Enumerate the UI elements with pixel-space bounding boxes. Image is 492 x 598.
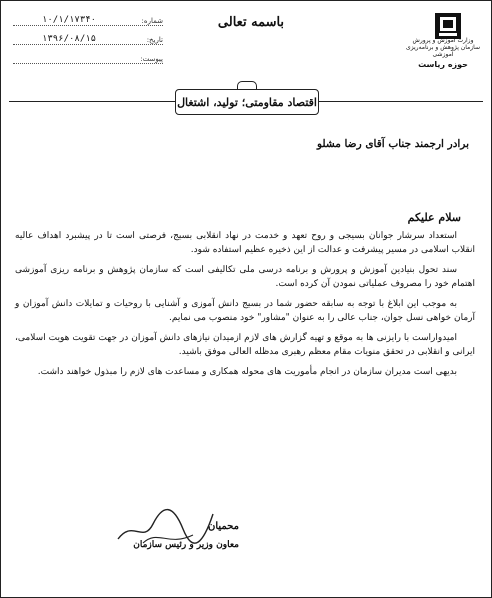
greeting: سلام علیکم: [407, 211, 461, 224]
meta-label: پیوست:: [140, 55, 163, 63]
year-slogan: اقتصاد مقاومتی؛ تولید، اشتغال: [175, 89, 319, 115]
meta-label: تاریخ:: [146, 36, 163, 44]
meta-label: شماره:: [141, 17, 163, 25]
paragraph: سند تحول بنیادین آموزش و پرورش و برنامه درسی ملی تکالیفی است که سازمان پژوهش و برنامه ریزی آموزشی اهتمام خود را مصروف عملیاتی نمودن آن کرده است.: [15, 265, 475, 289]
signatory-title: معاون وزیر و رئیس سازمان: [133, 540, 239, 550]
meta-date-row: [13, 30, 163, 45]
office-name: حوزه ریاست: [418, 60, 468, 69]
meta-number-row: [13, 11, 163, 26]
signature-block: [129, 521, 239, 550]
recipient-line: برادر ارجمند جناب آقای رضا مشلو: [316, 138, 469, 150]
paragraph: به موجب این ابلاغ با توجه به سابقه حضور شما در بسیج دانش آموزی و آشنایی با روحیات و تمایلات دانش آموزان و آرمان خواهی نسل جوان، جناب عالی را به عنوان "مشاور" خود منصوب می نمایم.: [15, 299, 475, 323]
paragraph: استعداد سرشار جوانان بسیجی و روح تعهد و خدمت در نهاد انقلابی بسیج، فرصتی است تا در پیشبرد اهداف عالیه انقلاب اسلامی در مسیر پیشرفت و عدالت از این ذخیره عظیم استفاده شود.: [15, 231, 475, 255]
paragraph: بدیهی است مدیران سازمان در انجام مأموریت های محوله همکاری و مساعدت های لازم را مبذول خواهند داشت.: [37, 367, 457, 377]
meta-attachment-row: [13, 49, 163, 64]
letter-body: [15, 137, 475, 385]
signatory-name: محمیان: [207, 521, 239, 532]
letter-date: ۱۳۹۶/۰۸/۱۵: [41, 34, 97, 44]
letter-meta: [13, 11, 163, 68]
organization-name: وزارت آموزش و پرورش سازمان پژوهش و برنامه‌ریزی آموزشی: [406, 37, 480, 58]
organization-block: [403, 37, 483, 68]
paragraph: امیدواراست با رایزنی ها به موقع و تهیه گزارش های لازم ازمیدان نیازهای دانش آموزان در جهت تقویت هویت اسلامی، ایرانی و انقلابی در تحقق منویات مقام معظم رهبری مدظله العالی موفق باشید.: [15, 333, 475, 357]
letter-number: ۱۰/۱/۱۷۳۴۰: [41, 15, 97, 25]
basmala: باسمه تعالی: [217, 15, 285, 30]
